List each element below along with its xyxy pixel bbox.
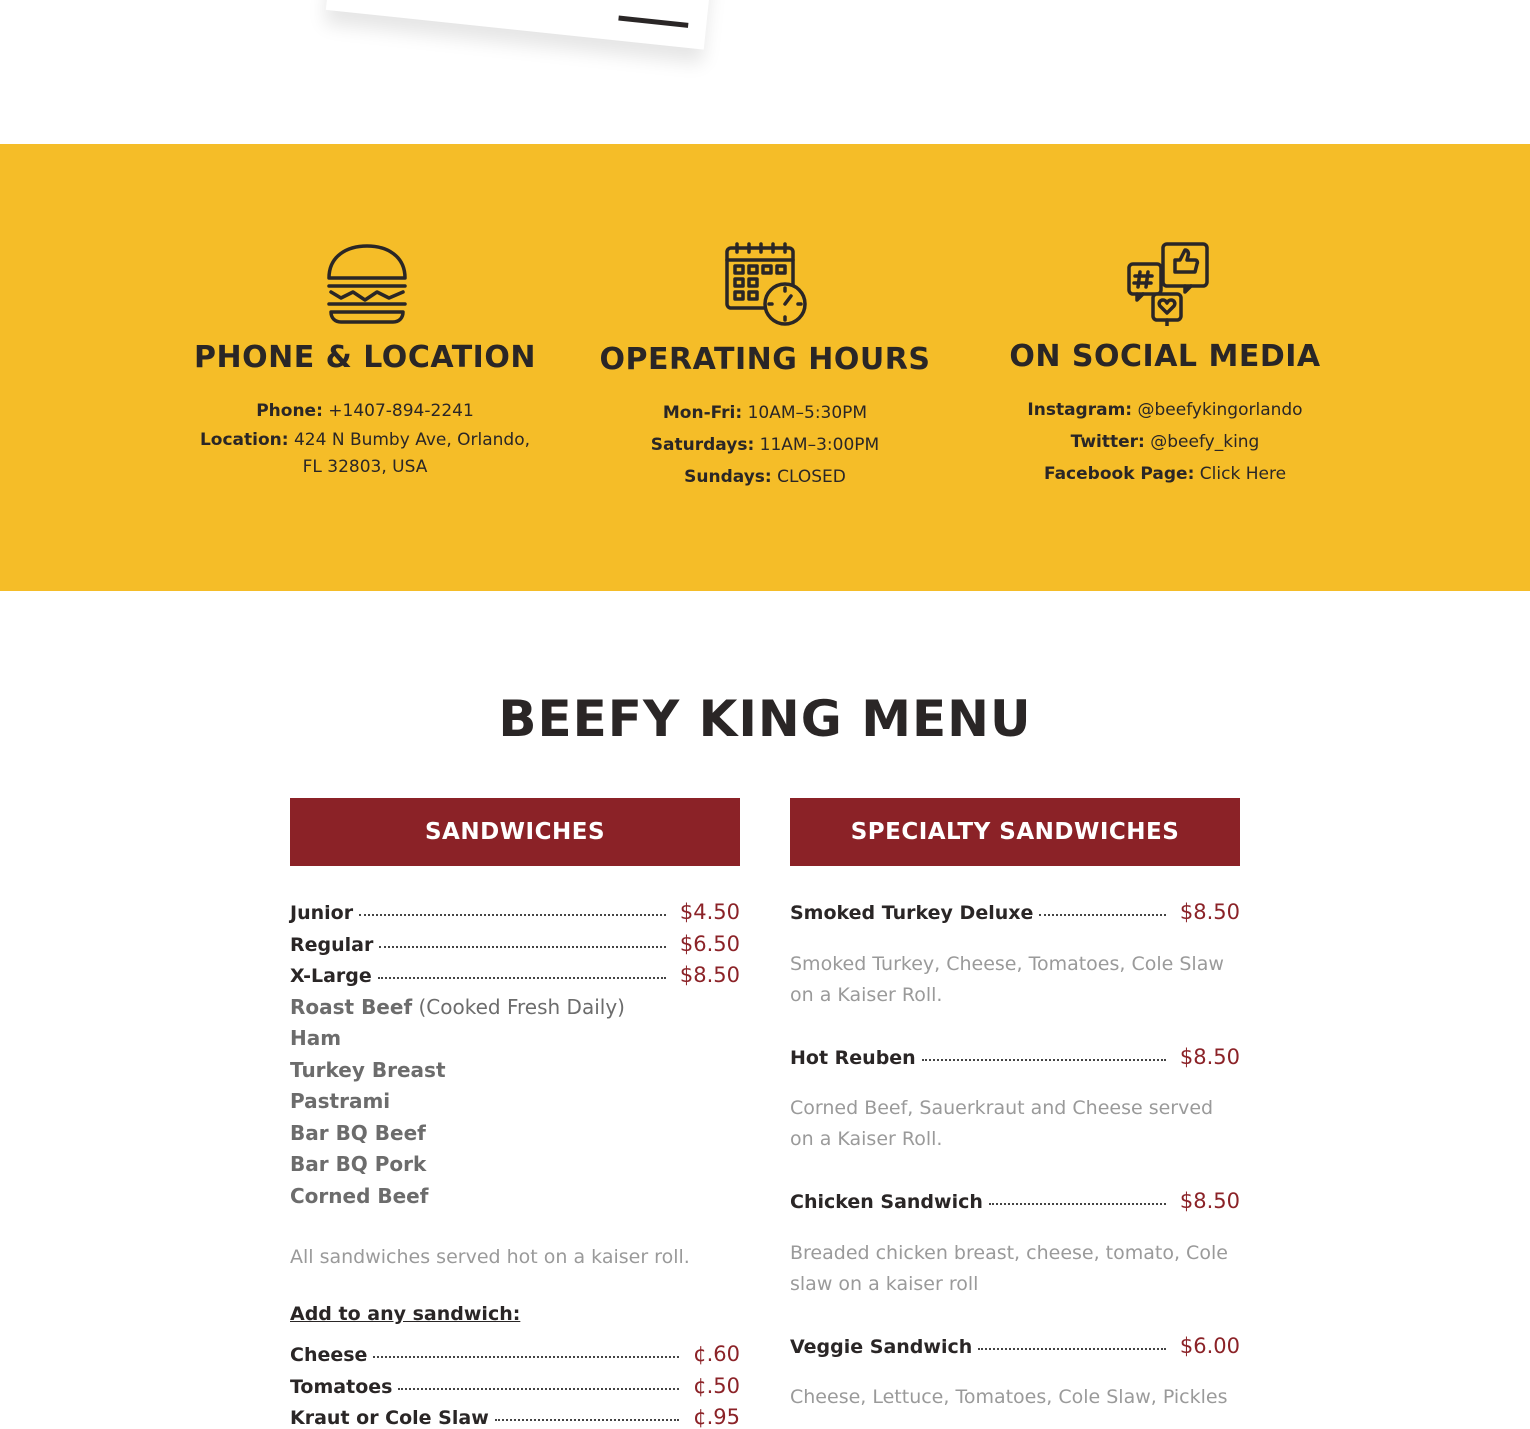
twitter-label: Twitter: [1070, 432, 1145, 452]
location-label: Location: [199, 430, 289, 450]
phone-value[interactable]: +1407-894-2241 [322, 401, 474, 421]
burger-icon [325, 242, 409, 326]
header-photo [326, 0, 714, 50]
item-price: $4.50 [679, 900, 740, 924]
item-description: Corned Beef, Sauerkraut and Cheese served on a Kaiser Roll. [790, 1097, 1214, 1150]
addon-name: Cheese [290, 1344, 368, 1366]
item-name: Regular [290, 934, 374, 956]
sandwiches-column [290, 798, 740, 1429]
hours-title: OPERATING HOURS [599, 342, 931, 377]
leader-dots [978, 1348, 1166, 1350]
meat-corned-beef: Corned Beef [290, 1184, 429, 1208]
menu-row-xlarge [290, 959, 740, 987]
meat-roast-beef [290, 995, 625, 1019]
phone-line [165, 395, 565, 427]
sunday-label: Sundays: [684, 467, 772, 487]
hours-sunday [565, 461, 965, 493]
meat-name: Roast Beef [290, 995, 413, 1019]
instagram-label: Instagram: [1027, 400, 1133, 420]
addons-header: Add to any sandwich: [290, 1303, 521, 1325]
location-value: 424 N Bumby Ave, Orlando, FL 32803, USA [288, 430, 531, 477]
item-price: $8.50 [1179, 900, 1240, 924]
meat-bbq-pork: Bar BQ Pork [290, 1152, 427, 1176]
item-description: Breaded chicken breast, cheese, tomato, Cole slaw on a kaiser roll [790, 1242, 1228, 1295]
item-name: Chicken Sandwich [790, 1191, 983, 1213]
specialty-header: SPECIALTY SANDWICHES [790, 798, 1240, 866]
phone-label: Phone: [256, 401, 323, 421]
leader-dots [373, 1356, 679, 1358]
leader-dots [989, 1203, 1166, 1205]
monfri-value: 10AM–5:30PM [742, 403, 868, 423]
specialty-row-veggie [790, 1330, 1240, 1358]
sunday-value: CLOSED [771, 467, 846, 487]
leader-dots [495, 1419, 679, 1421]
instagram-line [965, 394, 1365, 426]
twitter-line [965, 426, 1365, 458]
monfri-label: Mon-Fri: [662, 403, 743, 423]
item-price: $6.00 [1179, 1334, 1240, 1358]
facebook-label: Facebook Page: [1043, 464, 1195, 484]
item-name: Junior [290, 902, 354, 924]
addon-row-tomatoes [290, 1370, 740, 1398]
meat-ham: Ham [290, 1026, 342, 1050]
addon-price: ¢.95 [693, 1405, 740, 1429]
item-price: $8.50 [679, 963, 740, 987]
item-price: $8.50 [1179, 1045, 1240, 1069]
specialty-row-smoked-turkey [790, 896, 1240, 924]
meat-bbq-beef: Bar BQ Beef [290, 1121, 426, 1145]
phone-location-title: PHONE & LOCATION [194, 340, 536, 375]
specialty-row-hot-reuben [790, 1041, 1240, 1069]
meat-pastrami: Pastrami [290, 1089, 391, 1113]
sandwiches-note: All sandwiches served hot on a kaiser roll. [290, 1246, 690, 1268]
sandwiches-header: SANDWICHES [290, 798, 740, 866]
menu-row-regular [290, 928, 740, 956]
info-band [0, 144, 1530, 591]
item-price: $8.50 [1179, 1189, 1240, 1213]
saturday-label: Saturdays: [650, 435, 755, 455]
menu-title: BEEFY KING MENU [498, 690, 1032, 748]
hours-monfri [565, 397, 965, 429]
twitter-link[interactable]: @beefy_king [1144, 432, 1260, 452]
item-name: Smoked Turkey Deluxe [790, 902, 1034, 924]
addon-price: ¢.60 [693, 1342, 740, 1366]
social-title: ON SOCIAL MEDIA [1009, 339, 1321, 374]
specialty-column [790, 798, 1240, 1408]
calendar-clock-icon [725, 242, 809, 326]
leader-dots [379, 946, 666, 948]
addon-name: Tomatoes [290, 1376, 393, 1398]
addon-row-cheese [290, 1338, 740, 1366]
addon-name: Kraut or Cole Slaw [290, 1407, 489, 1429]
leader-dots [922, 1059, 1166, 1061]
facebook-line [965, 458, 1365, 490]
instagram-link[interactable]: @beefykingorlando [1132, 400, 1303, 420]
leader-dots [359, 914, 666, 916]
item-description: Cheese, Lettuce, Tomatoes, Cole Slaw, Pickles [790, 1386, 1228, 1408]
social-chat-icon [1125, 242, 1209, 326]
saturday-value: 11AM–3:00PM [754, 435, 880, 455]
location-line [165, 427, 565, 481]
item-name: X-Large [290, 965, 372, 987]
facebook-link[interactable]: Click Here [1194, 464, 1287, 484]
specialty-row-chicken [790, 1185, 1240, 1213]
item-name: Veggie Sandwich [790, 1336, 973, 1358]
item-price: $6.50 [679, 932, 740, 956]
item-description: Smoked Turkey, Cheese, Tomatoes, Cole Slaw on a Kaiser Roll. [790, 953, 1224, 1006]
meat-note: (Cooked Fresh Daily) [412, 995, 625, 1019]
leader-dots [378, 977, 666, 979]
leader-dots [1039, 914, 1165, 916]
hours-saturday [565, 429, 965, 461]
addon-price: ¢.50 [693, 1374, 740, 1398]
addon-row-kraut [290, 1401, 740, 1429]
meat-turkey-breast: Turkey Breast [290, 1058, 446, 1082]
leader-dots [398, 1388, 679, 1390]
menu-row-junior [290, 896, 740, 924]
item-name: Hot Reuben [790, 1047, 916, 1069]
